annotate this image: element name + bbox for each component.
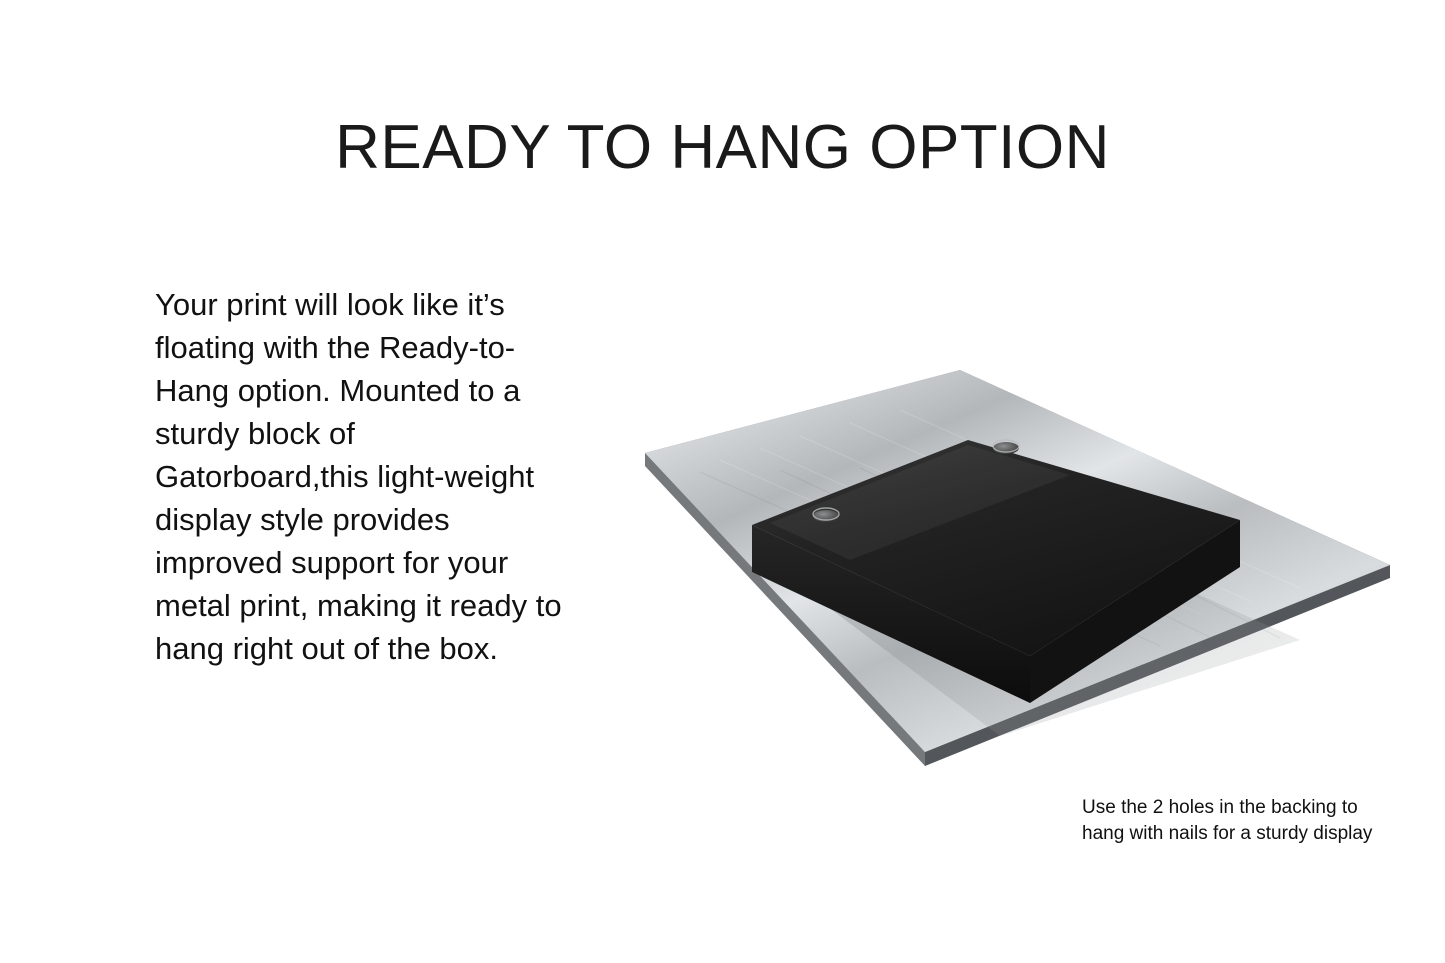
product-illustration [600, 320, 1420, 780]
illustration-caption: Use the 2 holes in the backing to hang with nails for a sturdy display [1082, 797, 1373, 844]
body-paragraph: Your print will look like it’s floating with the Ready-to-Hang option. Mounted to a sturdy block of Gatorboard,this light-weight display style provides improved support for your metal print, making it ready to hang right out of the box. [155, 287, 562, 666]
page-title: READY TO HANG OPTION [335, 112, 1110, 182]
